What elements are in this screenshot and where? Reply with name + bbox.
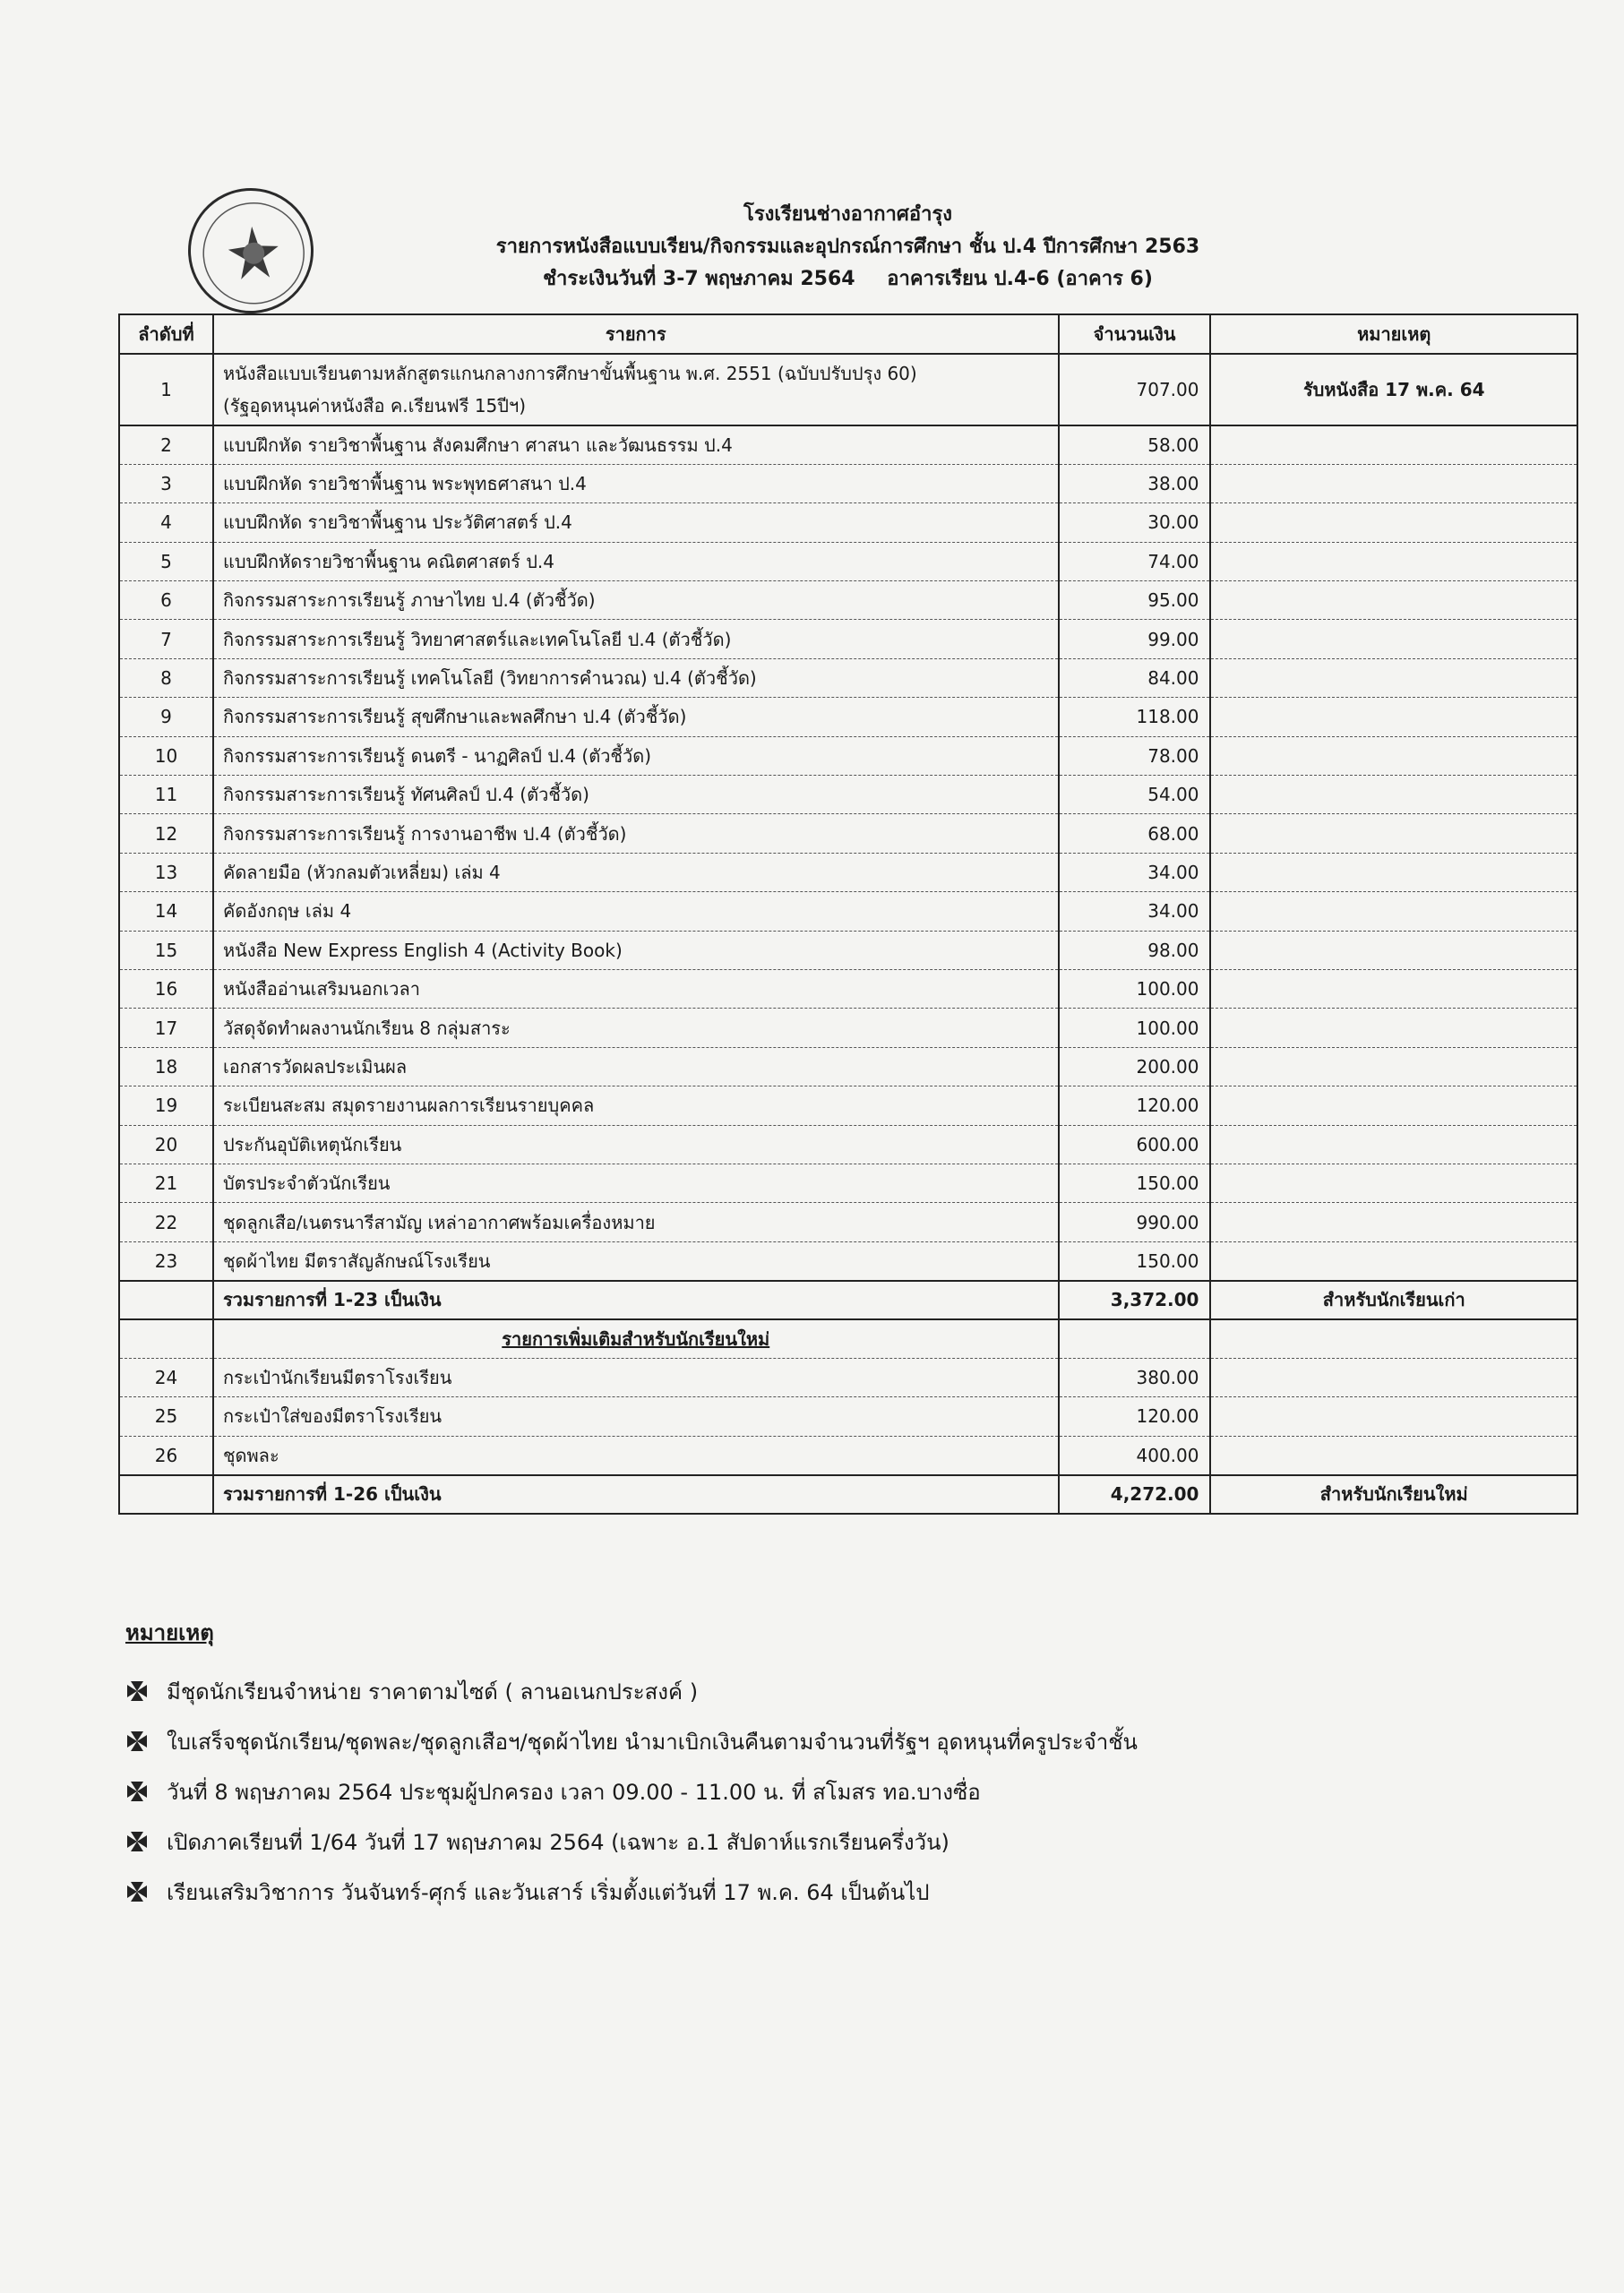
row-note [1210, 1358, 1577, 1396]
row-amount: 84.00 [1059, 658, 1211, 697]
table-row [119, 1164, 1577, 1202]
row-amount: 98.00 [1059, 931, 1211, 969]
row-amount: 120.00 [1059, 1397, 1211, 1436]
row-no: 21 [119, 1164, 213, 1202]
row-desc: กิจกรรมสาระการเรียนรู้ เทคโนโลยี (วิทยาการคำนวณ) ป.4 (ตัวชี้วัด) [213, 658, 1059, 697]
list-item [125, 1766, 1559, 1816]
list-item [125, 1816, 1559, 1867]
row-desc: บัตรประจำตัวนักเรียน [213, 1164, 1059, 1202]
row-amount: 95.00 [1059, 581, 1211, 620]
row-note [1210, 1241, 1577, 1280]
row-desc: หนังสือ New Express English 4 (Activity Book) [213, 931, 1059, 969]
row-desc: คัดอังกฤษ เล่ม 4 [213, 892, 1059, 931]
row-note [1210, 853, 1577, 891]
row-no: 2 [119, 425, 213, 464]
row-desc: กิจกรรมสาระการเรียนรู้ สุขศึกษาและพลศึกษา ป.4 (ตัวชี้วัด) [213, 698, 1059, 736]
row-note [1210, 969, 1577, 1008]
table-row [119, 464, 1577, 502]
row-desc-line2: (รัฐอุดหนุนค่าหนังสือ ค.เรียนฟรี 15ปีฯ) [222, 395, 526, 417]
row-amount: 78.00 [1059, 736, 1211, 775]
row-note [1210, 1009, 1577, 1047]
note-text: ใบเสร็จชุดนักเรียน/ชุดพละ/ชุดลูกเสือฯ/ชุดผ้าไทย นำมาเบิกเงินคืนตามจำนวนที่รัฐฯ อุดหนุนที่ครูประจำชั้น [167, 1729, 1138, 1755]
maltese-cross-icon [125, 1780, 149, 1803]
row-amount: 34.00 [1059, 892, 1211, 931]
row-desc: เอกสารวัดผลประเมินผล [213, 1047, 1059, 1086]
row-no [119, 1319, 213, 1358]
row-desc: กิจกรรมสาระการเรียนรู้ ดนตรี - นาฏศิลป์ ป.4 (ตัวชี้วัด) [213, 736, 1059, 775]
row-no: 9 [119, 698, 213, 736]
row-no: 8 [119, 658, 213, 697]
row-note [1210, 1047, 1577, 1086]
notes-section [125, 1615, 1559, 1917]
header-note: หมายเหตุ [1210, 314, 1577, 354]
payment-date: ชำระเงินวันที่ 3-7 พฤษภาคม 2564 [543, 268, 855, 290]
maltese-cross-icon [125, 1679, 149, 1703]
table-row [119, 581, 1577, 620]
building-info: อาคารเรียน ป.4-6 (อาคาร 6) [887, 268, 1153, 290]
header-desc: รายการ [213, 314, 1059, 354]
row-amount: 34.00 [1059, 853, 1211, 891]
row-desc: กิจกรรมสาระการเรียนรู้ ทัศนศิลป์ ป.4 (ตัวชี้วัด) [213, 776, 1059, 814]
table-row [119, 620, 1577, 658]
row-amount: 100.00 [1059, 969, 1211, 1008]
row-note [1210, 503, 1577, 542]
row-note [1210, 1436, 1577, 1474]
table-header-row [119, 314, 1577, 354]
row-amount: 120.00 [1059, 1086, 1211, 1125]
row-desc-line1: หนังสือแบบเรียนตามหลักสูตรแกนกลางการศึกษาขั้นพื้นฐาน พ.ศ. 2551 (ฉบับปรับปรุง 60) [222, 363, 917, 384]
row-desc: แบบฝึกหัด รายวิชาพื้นฐาน ประวัติศาสตร์ ป.4 [213, 503, 1059, 542]
maltese-cross-icon [125, 1830, 149, 1853]
table-row [119, 736, 1577, 775]
row-note [1210, 1397, 1577, 1436]
row-no: 19 [119, 1086, 213, 1125]
row-desc: กระเป๋านักเรียนมีตราโรงเรียน [213, 1358, 1059, 1396]
table-row [119, 1397, 1577, 1436]
row-no: 25 [119, 1397, 213, 1436]
table-row [119, 658, 1577, 697]
row-note [1210, 814, 1577, 853]
row-no: 4 [119, 503, 213, 542]
row-no: 17 [119, 1009, 213, 1047]
row-no: 14 [119, 892, 213, 931]
table-row [119, 892, 1577, 931]
row-desc: รวมรายการที่ 1-26 เป็นเงิน [213, 1475, 1059, 1514]
row-desc: วัสดุจัดทำผลงานนักเรียน 8 กลุ่มสาระ [213, 1009, 1059, 1047]
row-no: 10 [119, 736, 213, 775]
row-no: 23 [119, 1241, 213, 1280]
row-amount: 68.00 [1059, 814, 1211, 853]
row-no: 24 [119, 1358, 213, 1396]
row-desc: รายการเพิ่มเติมสำหรับนักเรียนใหม่ [213, 1319, 1059, 1358]
table-row [119, 1281, 1577, 1319]
list-item [125, 1867, 1559, 1917]
list-item [125, 1716, 1559, 1766]
row-desc: แบบฝึกหัด รายวิชาพื้นฐาน สังคมศึกษา ศาสนา และวัฒนธรรม ป.4 [213, 425, 1059, 464]
row-no: 13 [119, 853, 213, 891]
note-text: มีชุดนักเรียนจำหน่าย ราคาตามไซด์ ( ลานอเนกประสงค์ ) [167, 1679, 699, 1705]
row-amount [1059, 1319, 1211, 1358]
notes-title: หมายเหตุ [125, 1620, 214, 1645]
table-row [119, 814, 1577, 853]
row-note [1210, 1319, 1577, 1358]
table-row [119, 503, 1577, 542]
row-amount: 118.00 [1059, 698, 1211, 736]
row-amount: 100.00 [1059, 1009, 1211, 1047]
row-amount: 380.00 [1059, 1358, 1211, 1396]
row-desc: คัดลายมือ (หัวกลมตัวเหลี่ยม) เล่ม 4 [213, 853, 1059, 891]
row-amount: 150.00 [1059, 1241, 1211, 1280]
row-no [119, 1475, 213, 1514]
table-row [119, 969, 1577, 1008]
row-desc: หนังสืออ่านเสริมนอกเวลา [213, 969, 1059, 1008]
notes-list [125, 1666, 1559, 1917]
maltese-cross-icon [125, 1730, 149, 1753]
row-amount: 54.00 [1059, 776, 1211, 814]
row-note [1210, 736, 1577, 775]
row-no: 5 [119, 542, 213, 580]
row-amount: 58.00 [1059, 425, 1211, 464]
row-no: 15 [119, 931, 213, 969]
table-row [119, 853, 1577, 891]
note-text: วันที่ 8 พฤษภาคม 2564 ประชุมผู้ปกครอง เวลา 09.00 - 11.00 น. ที่ สโมสร ทอ.บางซื่อ [167, 1779, 981, 1805]
row-no [119, 1281, 213, 1319]
table-row [119, 1319, 1577, 1358]
row-desc: กิจกรรมสาระการเรียนรู้ การงานอาชีพ ป.4 (ตัวชี้วัด) [213, 814, 1059, 853]
row-no: 22 [119, 1203, 213, 1241]
table-row [119, 1047, 1577, 1086]
row-note [1210, 1086, 1577, 1125]
table-row [119, 1009, 1577, 1047]
row-note [1210, 931, 1577, 969]
row-note [1210, 776, 1577, 814]
row-note [1210, 892, 1577, 931]
note-text: เปิดภาคเรียนที่ 1/64 วันที่ 17 พฤษภาคม 2564 (เฉพาะ อ.1 สัปดาห์แรกเรียนครึ่งวัน) [167, 1829, 949, 1855]
table-row [119, 931, 1577, 969]
row-amount: 30.00 [1059, 503, 1211, 542]
row-note [1210, 1203, 1577, 1241]
row-note [1210, 658, 1577, 697]
document-title: รายการหนังสือแบบเรียน/กิจกรรมและอุปกรณ์การศึกษา ชั้น ป.4 ปีการศึกษา 2563 [495, 236, 1200, 258]
row-no: 26 [119, 1436, 213, 1474]
row-no: 12 [119, 814, 213, 853]
row-note: รับหนังสือ 17 พ.ค. 64 [1210, 354, 1577, 425]
row-no: 11 [119, 776, 213, 814]
table-row [119, 776, 1577, 814]
row-amount: 400.00 [1059, 1436, 1211, 1474]
row-amount: 200.00 [1059, 1047, 1211, 1086]
row-amount: 4,272.00 [1059, 1475, 1211, 1514]
row-amount: 150.00 [1059, 1164, 1211, 1202]
row-note [1210, 425, 1577, 464]
table-row [119, 354, 1577, 425]
row-note [1210, 1125, 1577, 1164]
document-header [0, 199, 1624, 296]
row-desc: แบบฝึกหัด รายวิชาพื้นฐาน พระพุทธศาสนา ป.4 [213, 464, 1059, 502]
table-row [119, 1436, 1577, 1474]
row-amount: 990.00 [1059, 1203, 1211, 1241]
row-no: 1 [119, 354, 213, 425]
row-desc: ชุดพละ [213, 1436, 1059, 1474]
table-row [119, 1203, 1577, 1241]
row-desc: กิจกรรมสาระการเรียนรู้ ภาษาไทย ป.4 (ตัวชี้วัด) [213, 581, 1059, 620]
row-note: สำหรับนักเรียนเก่า [1210, 1281, 1577, 1319]
header-no: ลำดับที่ [119, 314, 213, 354]
row-no: 18 [119, 1047, 213, 1086]
payment-info [72, 263, 1624, 296]
note-text: เรียนเสริมวิชาการ วันจันทร์-ศุกร์ และวันเสาร์ เริ่มตั้งแต่วันที่ 17 พ.ค. 64 เป็นต้นไป [167, 1879, 930, 1905]
row-amount: 38.00 [1059, 464, 1211, 502]
row-desc: รวมรายการที่ 1-23 เป็นเงิน [213, 1281, 1059, 1319]
list-item [125, 1666, 1559, 1716]
table-row [119, 1241, 1577, 1280]
row-desc: ระเบียนสะสม สมุดรายงานผลการเรียนรายบุคคล [213, 1086, 1059, 1125]
row-no: 3 [119, 464, 213, 502]
row-no: 7 [119, 620, 213, 658]
fee-table [118, 313, 1578, 1515]
row-amount: 99.00 [1059, 620, 1211, 658]
row-amount: 707.00 [1059, 354, 1211, 425]
row-note [1210, 581, 1577, 620]
row-no: 16 [119, 969, 213, 1008]
row-note: สำหรับนักเรียนใหม่ [1210, 1475, 1577, 1514]
table-row [119, 1125, 1577, 1164]
row-no: 20 [119, 1125, 213, 1164]
school-name: โรงเรียนช่างอากาศอำรุง [743, 203, 952, 226]
table-row [119, 1475, 1577, 1514]
row-note [1210, 620, 1577, 658]
maltese-cross-icon [125, 1880, 149, 1903]
row-note [1210, 1164, 1577, 1202]
row-amount: 3,372.00 [1059, 1281, 1211, 1319]
row-desc: กิจกรรมสาระการเรียนรู้ วิทยาศาสตร์และเทคโนโลยี ป.4 (ตัวชี้วัด) [213, 620, 1059, 658]
row-desc: ประกันอุบัติเหตุนักเรียน [213, 1125, 1059, 1164]
table-row [119, 425, 1577, 464]
header-amount: จำนวนเงิน [1059, 314, 1211, 354]
row-desc [213, 354, 1059, 425]
table-row [119, 542, 1577, 580]
row-desc: ชุดลูกเสือ/เนตรนารีสามัญ เหล่าอากาศพร้อมเครื่องหมาย [213, 1203, 1059, 1241]
row-no: 6 [119, 581, 213, 620]
row-note [1210, 698, 1577, 736]
row-amount: 600.00 [1059, 1125, 1211, 1164]
row-desc: ชุดผ้าไทย มีตราสัญลักษณ์โรงเรียน [213, 1241, 1059, 1280]
table-row [119, 698, 1577, 736]
table-row [119, 1358, 1577, 1396]
row-note [1210, 542, 1577, 580]
row-note [1210, 464, 1577, 502]
row-desc: แบบฝึกหัดรายวิชาพื้นฐาน คณิตศาสตร์ ป.4 [213, 542, 1059, 580]
row-desc: กระเป๋าใส่ของมีตราโรงเรียน [213, 1397, 1059, 1436]
table-row [119, 1086, 1577, 1125]
row-amount: 74.00 [1059, 542, 1211, 580]
